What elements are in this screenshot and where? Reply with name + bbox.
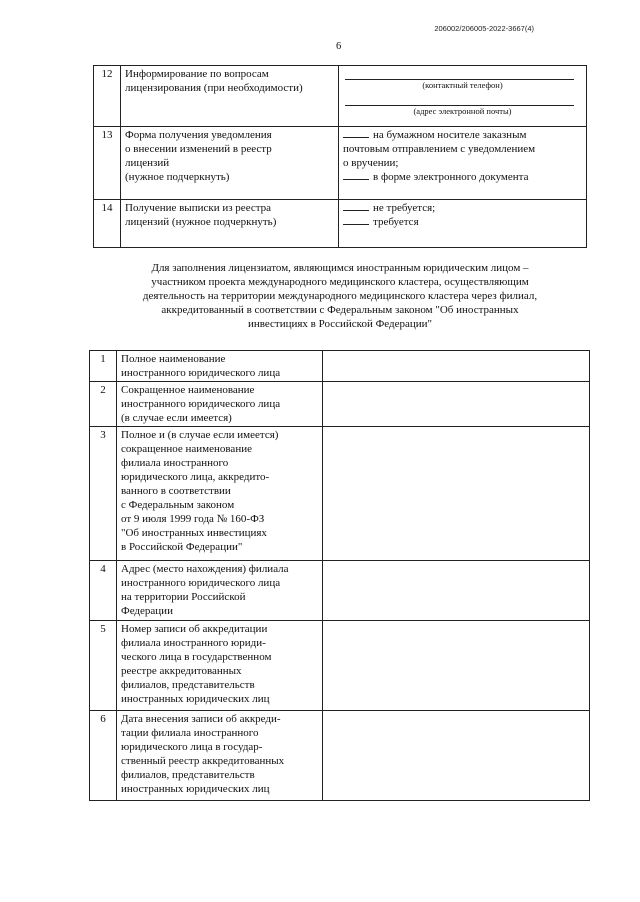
- value-cell[interactable]: [323, 711, 590, 801]
- page-number: 6: [336, 41, 342, 52]
- value-cell[interactable]: [323, 351, 590, 382]
- option-paper[interactable]: [343, 128, 582, 142]
- option-not-required[interactable]: [343, 201, 582, 215]
- label-line: (в случае если имеется): [121, 412, 232, 424]
- option-required[interactable]: [343, 215, 582, 229]
- underline-blank: [343, 170, 369, 180]
- label-line: в Российской Федерации": [121, 541, 243, 553]
- paragraph-line: аккредитованный в соответствии с Федеральным законом "Об иностранных: [161, 304, 519, 316]
- table-row: [94, 127, 587, 200]
- license-info-table: [93, 65, 587, 248]
- row-number: 1: [90, 351, 117, 382]
- label-line: Форма получения уведомления: [125, 129, 272, 141]
- value-cell[interactable]: [323, 621, 590, 711]
- label-line: реестре аккредитованных: [121, 665, 242, 677]
- row-number: 6: [90, 711, 117, 801]
- label-line: Полное и (в случае если имеется): [121, 429, 279, 441]
- foreign-entity-paragraph: [90, 261, 590, 331]
- label-line: на территории Российской: [121, 591, 246, 603]
- row-number: 5: [90, 621, 117, 711]
- row-label: [117, 561, 323, 621]
- label-line: иностранного юридического лица: [121, 577, 281, 589]
- option-text: почтовым отправлением с уведомлением: [343, 143, 536, 155]
- table-row: [90, 382, 590, 427]
- table-row: [90, 351, 590, 382]
- label-line: от 9 июля 1999 года № 160-ФЗ: [121, 513, 265, 525]
- value-cell[interactable]: [323, 427, 590, 561]
- label-line: Федерации: [121, 605, 173, 617]
- underline-blank: [343, 201, 369, 211]
- label-line: Получение выписки из реестра: [125, 202, 272, 214]
- label-line: с Федеральным законом: [121, 499, 235, 511]
- email-field[interactable]: [345, 93, 574, 106]
- option-text: требуется: [373, 216, 419, 228]
- table-row: [94, 66, 587, 127]
- underline-blank: [343, 128, 369, 138]
- paragraph-line: инвестициях в Российской Федерации": [247, 318, 433, 330]
- label-line: Дата внесения записи об аккреди-: [121, 713, 281, 725]
- row-number: 2: [90, 382, 117, 427]
- extract-options: [339, 200, 587, 248]
- row-label: [121, 200, 339, 248]
- table-row: [94, 200, 587, 248]
- label-line: Сокращенное наименование: [121, 384, 255, 396]
- notification-options: [339, 127, 587, 200]
- table-row: [90, 561, 590, 621]
- row-label: [117, 621, 323, 711]
- option-text: о вручении;: [343, 157, 399, 169]
- label-line: иностранных юридических лиц: [121, 783, 270, 795]
- option-text: не требуется;: [373, 202, 436, 214]
- label-line: (нужное подчеркнуть): [125, 171, 230, 183]
- label-line: иностранного юридического лица: [121, 398, 281, 410]
- label-line: о внесении изменений в реестр: [125, 143, 272, 155]
- option-text: в форме электронного документа: [373, 171, 529, 183]
- underline-blank: [343, 215, 369, 225]
- foreign-branch-table: [89, 350, 590, 801]
- label-line: иностранных юридических лиц: [121, 693, 270, 705]
- paragraph-line: Для заполнения лицензиатом, являющимся иностранным юридическим лицом –: [151, 262, 529, 274]
- table-row: [90, 711, 590, 801]
- row-label: [117, 351, 323, 382]
- paragraph-line: деятельность на территории международного медицинского кластера через филиал,: [142, 290, 538, 302]
- label-line: ственный реестр аккредитованных: [121, 755, 285, 767]
- row-number: 13: [94, 127, 121, 200]
- label-line: филиалов, представительств: [121, 769, 255, 781]
- row-label: [121, 127, 339, 200]
- label-line: Информирование по вопросам: [125, 68, 269, 80]
- label-line: тации филиала иностранного: [121, 727, 259, 739]
- contact-cell: [339, 66, 587, 127]
- label-line: филиала иностранного юриди-: [121, 637, 266, 649]
- email-caption: (адрес электронной почты): [413, 106, 512, 116]
- row-label: [117, 711, 323, 801]
- label-line: иностранного юридического лица: [121, 367, 281, 379]
- label-line: Полное наименование: [121, 353, 226, 365]
- label-line: ванного в соответствии: [121, 485, 231, 497]
- option-text: на бумажном носителе заказным: [373, 129, 527, 141]
- row-number: 14: [94, 200, 121, 248]
- phone-caption: (контактный телефон): [422, 80, 503, 90]
- value-cell[interactable]: [323, 561, 590, 621]
- label-line: филиалов, представительств: [121, 679, 255, 691]
- row-label: [117, 427, 323, 561]
- label-line: ческого лица в государственном: [121, 651, 272, 663]
- label-line: филиала иностранного: [121, 457, 229, 469]
- row-label: [121, 66, 339, 127]
- document-id: 206002/206005-2022-3667(4): [434, 24, 534, 33]
- label-line: Адрес (место нахождения) филиала: [121, 563, 289, 575]
- label-line: юридического лица в государ-: [121, 741, 263, 753]
- row-number: 12: [94, 66, 121, 127]
- phone-field[interactable]: [345, 67, 574, 80]
- label-line: лицензирования (при необходимости): [125, 82, 303, 94]
- label-line: "Об иностранных инвестициях: [121, 527, 267, 539]
- label-line: Номер записи об аккредитации: [121, 623, 268, 635]
- label-line: лицензий: [125, 157, 170, 169]
- paragraph-line: участником проекта международного медицинского кластера, осуществляющим: [151, 276, 529, 288]
- label-line: юридического лица, аккредито-: [121, 471, 270, 483]
- row-number: 4: [90, 561, 117, 621]
- row-label: [117, 382, 323, 427]
- value-cell[interactable]: [323, 382, 590, 427]
- row-number: 3: [90, 427, 117, 561]
- option-electronic[interactable]: [343, 170, 582, 184]
- table-row: [90, 427, 590, 561]
- label-line: лицензий (нужное подчеркнуть): [125, 216, 277, 228]
- table-row: [90, 621, 590, 711]
- label-line: сокращенное наименование: [121, 443, 252, 455]
